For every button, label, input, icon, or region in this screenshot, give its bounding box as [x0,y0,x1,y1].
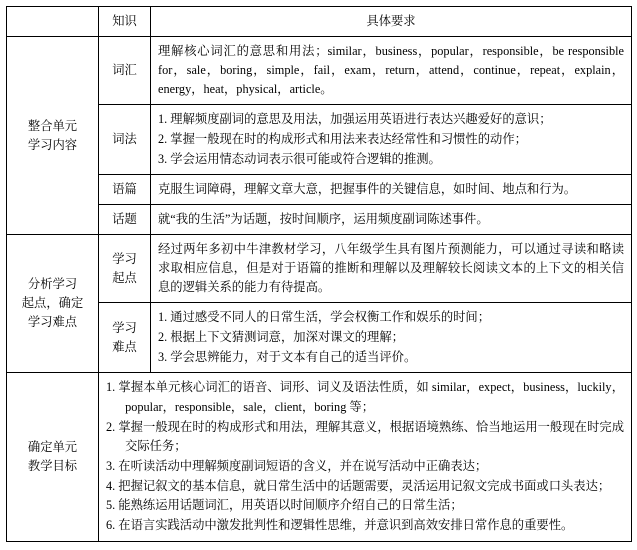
item-content-discourse: 克服生词障碍，理解文章大意，把握事件的关键信息，如时间、地点和行为。 [151,175,632,205]
item-content-objectives [99,373,632,541]
numbered-list [158,110,624,169]
section-label-1 [7,37,99,235]
table-row [7,105,632,175]
list-item: 1. 掌握本单元核心词汇的语音、词形、词义及语法性质，如 similar，expect，business，luckily，popular，responsible，sale，client，boring 等； [106,380,624,415]
table-row [7,205,632,235]
item-label-line: 起点 [112,270,137,285]
list-item: 3. 学会思辨能力，对于文本有自己的适当评价。 [158,349,417,364]
item-label-vocabulary: 词汇 [99,37,151,105]
item-label-starting-point [99,235,151,303]
item-label-topic: 话题 [99,205,151,235]
item-label-grammar: 词法 [99,105,151,175]
section-label-line: 起点，确定 [21,296,84,311]
header-requirements: 具体要求 [151,7,632,37]
list-item: 5. 能熟练运用话题词汇，用英语以时间顺序介绍自己的日常生活； [106,498,463,513]
item-content-difficulty [151,303,632,373]
section-label-line: 学习内容 [27,137,78,152]
section-label-3 [7,373,99,541]
section-label-line: 分析学习 [27,277,78,292]
table-row [7,373,632,541]
table-row [7,37,632,105]
header-knowledge: 知识 [99,7,151,37]
item-content-topic: 就“我的生活”为话题，按时间顺序，运用频度副词陈述事件。 [151,205,632,235]
table-row [7,175,632,205]
list-item: 3. 学会运用情态动词表示很可能或符合逻辑的推测。 [158,151,441,166]
list-item: 2. 掌握一般现在时的构成形式和用法来表达经常性和习惯性的动作； [158,131,527,146]
item-label-line: 学习 [112,320,137,335]
numbered-list [158,308,624,367]
item-content-starting-point: 经过两年多初中牛津教材学习，八年级学生具有图片预测能力，可以通过寻读和略读求取相应信息，但是对于语篇的推断和理解以及理解较长阅读文本的上下文的相关信息的逻辑关系的能力有待提高。 [151,235,632,303]
list-item: 6. 在语言实践活动中激发批判性和逻辑性思维，并意识到高效安排日常作息的重要性。 [106,518,574,533]
section-label-line: 学习难点 [27,315,78,330]
item-label-discourse: 语篇 [99,175,151,205]
item-content-grammar [151,105,632,175]
section-label-line: 整合单元 [27,118,78,133]
list-item: 4. 把握记叙文的基本信息，就日常生活中的话题需要，灵活运用记叙文完成书面或口头表达； [106,478,611,493]
section-label-line: 确定单元 [27,440,78,455]
table-header-row [7,7,632,37]
list-item: 2. 掌握一般现在时的构成形式和用法，理解其意义，根据语境熟练、恰当地运用一般现在时完成交际任务； [106,419,624,454]
section-label-line: 教学目标 [27,459,78,474]
list-item: 3. 在听读活动中理解频度副词短语的含义，并在说写活动中正确表达； [106,459,488,474]
list-item: 1. 通过感受不同人的日常生活，学会权衡工作和娱乐的时间； [158,310,491,325]
list-item: 2. 根据上下文猜测词意，加深对课文的理解； [158,330,404,345]
unit-design-table [6,6,632,542]
list-item: 1. 理解频度副词的意思及用法，加强运用英语进行表达兴趣爱好的意识； [158,112,552,127]
item-label-line: 学习 [112,251,137,266]
numbered-list [106,378,624,535]
item-label-difficulty [99,303,151,373]
item-content-vocabulary: 理解核心词汇的意思和用法；similar，business，popular，responsible，be responsible for，sale，boring，simple，fail，exam，return，attend，continue，repeat，explain，energy，heat，physical，article。 [151,37,632,105]
header-blank-cell [7,7,99,37]
section-label-2 [7,235,99,373]
item-label-line: 难点 [112,339,137,354]
table-row [7,303,632,373]
table-row [7,235,632,303]
